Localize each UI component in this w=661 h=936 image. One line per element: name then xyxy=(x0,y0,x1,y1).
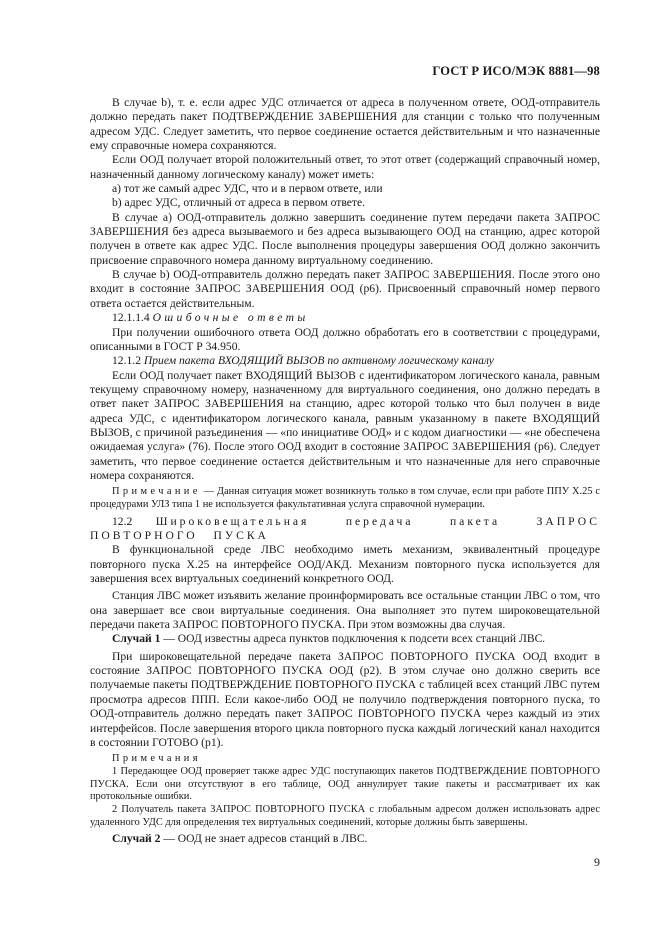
paragraph: Станция ЛВС может изъявить желание проинформировать все остальные станции ЛВС о том, что она завершает все свои виртуальные соединения. Она выполняет это путем широковещательной передачи пакета ЗАПРОС ПОВТОРНОГО ПУСКА. При этом возможны два случая. xyxy=(90,589,600,632)
section-title: Широковещательная передача пакета ЗАПРОС ПОВТОРНОГО ПУСКА xyxy=(90,514,600,543)
case-paragraph xyxy=(90,832,600,846)
paragraph: В случае b) ООД-отправитель должно передать пакет ЗАПРОС ЗАВЕРШЕНИЯ. После этого оно входит в состояние ЗАПРОС ЗАВЕРШЕНИЯ ООД (p6). Присвоенный справочный номер первого ответа остается действительным. xyxy=(90,268,600,310)
note xyxy=(90,486,600,511)
standard-header: ГОСТ Р ИСО/МЭК 8881—98 xyxy=(432,64,600,78)
note-label: Примечание xyxy=(112,486,201,498)
section-heading xyxy=(90,515,600,544)
section-heading xyxy=(90,354,600,368)
note: 2 Получатель пакета ЗАПРОС ПОВТОРНОГО ПУСКА с глобальным адресом должен использовать адрес удаленного УДС для определения тех виртуальных соединений, которые должны быть завершены. xyxy=(90,804,600,828)
paragraph: В функциональной среде ЛВС необходимо иметь механизм, эквивалентный процедуре повторного пуска X.25 на интерфейсе ООД/АКД. Механизм повторного пуска используется для завершения всех виртуальных соединений конкретного ООД. xyxy=(90,543,600,586)
section-number: 12.2 xyxy=(112,514,133,528)
paragraph: Если ООД получает второй положительный ответ, то этот ответ (содержащий справочный номер, назначенный данному логическому каналу) может иметь: xyxy=(90,153,600,181)
list-item: b) адрес УДС, отличный от адреса в первом ответе. xyxy=(112,196,366,210)
section-heading xyxy=(90,311,600,325)
case-label: Случай 1 xyxy=(112,632,161,646)
document-body xyxy=(90,96,600,847)
section-number: 12.1.2 xyxy=(112,354,141,368)
case-text: — ООД известны адреса пунктов подключения к подсети всех станций ЛВС. xyxy=(160,632,546,646)
note: 1 Передающее ООД проверяет также адрес УДС поступающих пакетов ПОДТВЕРЖДЕНИЕ ПОВТОРНОГО ПУСКА. Если они отсутствуют в его таблице, ООД аннулирует такие пакеты и рассматривает их как протокольные ошибки. xyxy=(90,765,600,803)
section-title: Прием пакета ВХОДЯЩИЙ ВЫЗОВ по активному логическому каналу xyxy=(143,354,494,368)
note-text: — Данная ситуация может возникнуть только в том случае, если при работе ППУ X.25 с процедурами УЛЗ типа 1 не используется факультативная услуга справочной нумерации. xyxy=(90,486,600,510)
case-label: Случай 2 xyxy=(112,832,161,846)
case-paragraph xyxy=(90,632,600,646)
list-item: a) тот же самый адрес УДС, что и в первом ответе, или xyxy=(112,182,383,196)
section-title: Ошибочные ответы xyxy=(152,311,309,325)
section-number: 12.1.1.4 xyxy=(112,311,150,325)
case-text: — ООД не знает адресов станций в ЛВС. xyxy=(160,832,368,846)
paragraph: В случае a) ООД-отправитель должно завершить соединение путем передачи пакета ЗАПРОС ЗАВЕРШЕНИЯ без адреса вызываемого и без адреса вызывающего ООД на станцию, адрес которой получен в ответе как адрес УДС. После выполнения процедуры завершения ООД должно закончить присвоение справочного номера данному виртуальному соединению. xyxy=(90,210,600,267)
page-number: 9 xyxy=(594,855,600,869)
paragraph: При широковещательной передаче пакета ЗАПРОС ПОВТОРНОГО ПУСКА ООД входит в состояние ЗАПРОС ПОВТОРНОГО ПУСКА ООД (p2). В этом случае оно должно сверить все получаемые пакеты ПОДТВЕРЖДЕНИЕ ПОВТОРНОГО ПУСКА с таблицей всех станций ЛВС путем просмотра адресов ППП. Если какое-либо ООД не получило подтверждения повторного пуска, то ООД-отправитель должно передать пакет ЗАПРОС ПОВТОРНОГО ПУСКА через каждый из этих интерфейсов. После завершения второго цикла повторного пуска каждый логический канал находится в состоянии ГОТОВО (p1). xyxy=(90,649,600,749)
notes-label: Примечания xyxy=(112,753,201,765)
paragraph: Если ООД получает пакет ВХОДЯЩИЙ ВЫЗОВ с идентификатором логического канала, равным текущему справочному номеру, назначенному для виртуального соединения, оно должно передать в ответ пакет ЗАПРОС ЗАВЕРШЕНИЯ на станцию, адрес которой только что был получен в виде адреса УДС, с идентификатором логического канала, равным указанному в пакете ВХОДЯЩИЙ ВЫЗОВ, с причиной разъединения — «по инициативе ООД» и с кодом диагностики — «не обеспечена ожидаемая услуга» (76). После этого ООД входит в состояние ЗАПРОС ЗАВЕРШЕНИЯ (p6). Следует заметить, что первое соединение остается действительным и что назначенные для него справочные номера сохраняются. xyxy=(90,368,600,482)
paragraph: При получении ошибочного ответа ООД должно обработать его в соответствии с процедурами, описанными в ГОСТ Р 34.950. xyxy=(90,325,600,353)
paragraph: В случае b), т. е. если адрес УДС отличается от адреса в полученном ответе, ООД-отправитель должно передать пакет ПОДТВЕРЖДЕНИЕ ЗАВЕРШЕНИЯ для станции с только что полученным адресом УДС. Следует заметить, что первое соединение остается действительным и что назначенные ему справочные номера сохраняются. xyxy=(90,96,600,153)
